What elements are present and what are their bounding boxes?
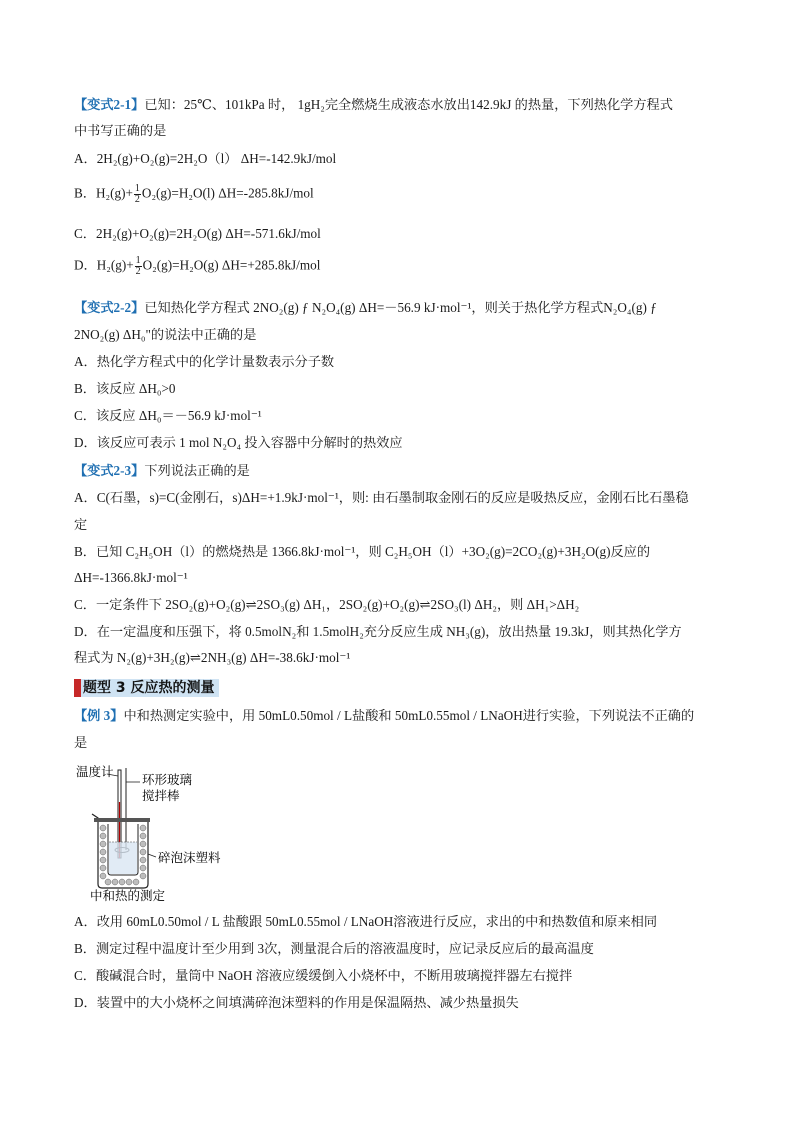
ex3-option-c: C．酸碱混合时，量筒中 NaOH 溶液应缓缓倒入小烧杯中，不断用玻璃搅拌器左右搅拌 [74,968,573,983]
ex3-option-d: D．装置中的大小烧杯之间填满碎泡沫塑料的作用是保温隔热、减少热量损失 [74,995,519,1010]
section-title: 题型 3 反应热的测量 [81,679,219,697]
q23-option-b-line1: B．已知 C₂H₅OH（l）的燃烧热是 1366.8kJ·mol⁻¹，则 C₂H₅OH（l）+3O₂(g)=2CO₂(g)+3H₂O(g)反应的 [74,544,651,559]
q21-option-d-post: O₂(g)=H₂O(g) ΔH=+285.8kJ/mol [142,257,321,273]
q21-option-b [74,184,314,205]
section-header [74,679,219,697]
q23-option-b-line2: ΔH=-1366.8kJ·mol⁻¹ [74,570,188,585]
label-thermometer: 温度计 [76,765,114,779]
q21-option-c: C．2H₂(g)+O₂(g)=2H₂O(g) ΔH=-571.6kJ/mol [74,226,321,241]
liquid [109,842,137,874]
q21-option-b-post: O₂(g)=H₂O(l) ΔH=-285.8kJ/mol [141,185,314,201]
q22-tag: 【变式2-2】 [74,300,145,315]
ex3-stem-line1 [74,707,694,725]
fraction-denominator: 2 [134,194,140,205]
calorimeter-diagram [74,762,264,902]
label-stirrer-line2: 搅拌棒 [142,789,180,803]
q23-stem [74,462,250,480]
q23-option-a-line2: 定 [74,517,88,532]
q21-option-a: A．2H₂(g)+O₂(g)=2H₂O（l） ΔH=-142.9kJ/mol [74,151,337,166]
q21-option-d [74,256,320,277]
q22-stem-line1 [74,299,657,317]
label-foam: 碎泡沫塑料 [158,851,221,865]
q21-stem-line2: 中书写正确的是 [74,123,167,138]
lid [94,818,150,822]
q23-option-d-line1: D．在一定温度和压强下，将 0.5molN₂和 1.5molH₂充分反应生成 NH₃(g)，放出热量 19.3kJ，则其热化学方 [74,624,682,639]
ex3-option-a: A．改用 60mL0.50mol / L 盐酸跟 50mL0.55mol / LNaOH溶液进行反应，求出的中和热数值和原来相同 [74,914,658,929]
fraction-denominator: 2 [135,266,141,277]
fraction-numerator: 1 [135,255,141,266]
q22-option-d: D．该反应可表示 1 mol N₂O₄ 投入容器中分解时的热效应 [74,435,403,450]
q22-option-c: C．该反应 ΔH₀＝－56.9 kJ·mol⁻¹ [74,408,262,423]
q21-tag: 【变式2-1】 [74,97,145,112]
q21-option-b-pre: B．H₂(g)+ [74,185,133,201]
ex3-stem-line2: 是 [74,735,88,750]
q23-option-c: C．一定条件下 2SO₂(g)+O₂(g)⇌2SO₃(g) ΔH₁，2SO₂(g)+O₂(g)⇌2SO₃(l) ΔH₂，则 ΔH₁>ΔH₂ [74,597,580,612]
q23-option-d-line2: 程式为 N₂(g)+3H₂(g)⇌2NH₃(g) ΔH=-38.6kJ·mol⁻¹ [74,650,351,665]
ex3-option-b: B．测定过程中温度计至少用到 3次，测量混合后的溶液温度时，应记录反应后的最高温度 [74,941,594,956]
figure-caption: 中和热的测定 [90,889,166,902]
q21-option-d-pre: D．H₂(g)+ [74,257,134,273]
foam-leader [148,854,156,857]
q22-stem-line2: 2NO₂(g) ΔH₀"的说法中正确的是 [74,327,257,342]
q23-stem-text: 下列说法正确的是 [144,463,250,478]
q22-stem-text1: 已知热化学方程式 2NO₂(g) ƒ N₂O₄(g) ΔH=－56.9 kJ·mol⁻¹，则关于热化学方程式N₂O₄(g) ƒ [144,300,657,315]
q21-option-d-fraction [135,256,142,277]
ex3-tag: 【例 3】 [74,708,124,723]
ex3-stem-text1: 中和热测定实验中，用 50mL0.50mol / L盐酸和 50mL0.55mol / LNaOH进行实验，下列说法不正确的 [123,708,695,723]
calorimeter-figure [74,762,264,902]
fraction-numerator: 1 [134,183,140,194]
q21-stem-line1 [74,96,673,114]
label-stirrer-line1: 环形玻璃 [142,773,193,787]
q21-stem-text1: 已知：25℃、101kPa 时， 1gH₂完全燃烧生成液态水放出142.9kJ 的热量，下列热化学方程式 [144,97,673,112]
q22-option-a: A．热化学方程式中的化学计量数表示分子数 [74,354,335,369]
section-marker [74,679,81,697]
q23-option-a-line1: A．C(石墨，s)=C(金刚石，s)ΔH=+1.9kJ·mol⁻¹，则: 由石墨制取金刚石的反应是吸热反应，金刚石比石墨稳 [74,490,689,505]
q21-option-b-fraction [134,184,141,205]
q22-option-b: B．该反应 ΔH₀>0 [74,381,176,396]
q23-tag: 【变式2-3】 [74,463,145,478]
